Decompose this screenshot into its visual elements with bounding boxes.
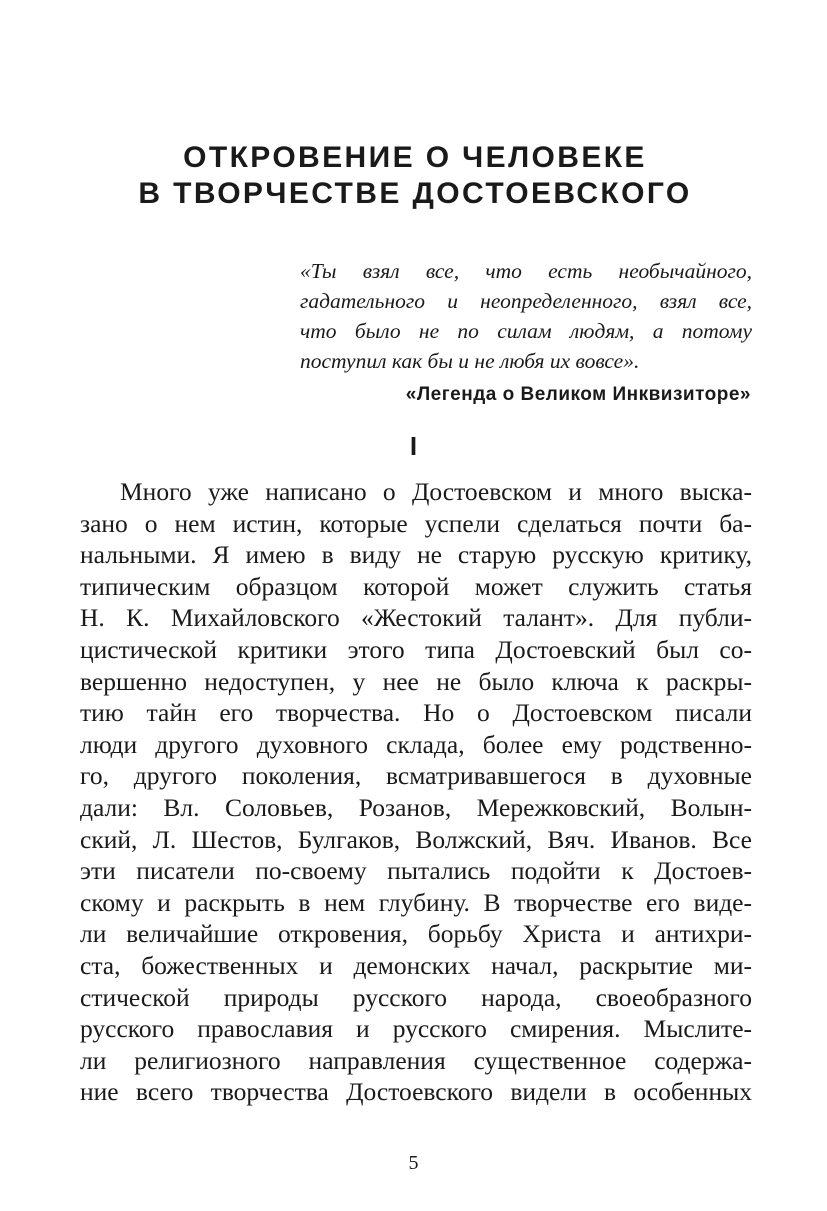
text-line: люди другого духовного склада, более ему родственно-	[80, 729, 752, 759]
text-line: го, другого поколения, всматривавшегося в духовные	[80, 761, 752, 791]
section-number: I	[409, 431, 418, 461]
text-line: русского православия и русского смирения. Мыслите-	[80, 1014, 752, 1044]
epigraph	[300, 256, 752, 376]
text-line: ли религиозного направления существенное содержа-	[80, 1045, 752, 1075]
chapter-title-line-1: ОТКРОВЕНИЕ О ЧЕЛОВЕКЕ	[183, 141, 647, 174]
text-line: ли величайшие откровения, борьбу Христа и антихри-	[80, 919, 752, 949]
chapter-title-line-2: В ТВОРЧЕСТВЕ ДОСТОЕВСКОГО	[138, 177, 692, 210]
epigraph-line: гадательного и неопределенного, взял все,	[300, 289, 752, 313]
text-line: ста, божественных и демонских начал, раскрытие ми-	[80, 950, 752, 980]
text-line: ский, Л. Шестов, Булгаков, Волжский, Вяч. Иванов. Все	[80, 824, 752, 854]
text-line: стической природы русского народа, своеобразного	[80, 982, 752, 1012]
epigraph-line: поступил как бы и не любя их вовсе».	[300, 349, 640, 373]
text-line: зано о нем истин, которые успели сделаться почти ба-	[80, 508, 752, 538]
body-paragraph	[80, 476, 752, 1108]
epigraph-line: что было не по силам людям, а потому	[300, 319, 752, 343]
text-line: Н. К. Михайловского «Жестокий талант». Для публи-	[80, 603, 752, 633]
text-line: дали: Вл. Соловьев, Розанов, Мережковский, Волын-	[80, 792, 752, 822]
text-line: ние всего творчества Достоевского видели в особенных	[80, 1077, 752, 1107]
text-line: тию тайн его творчества. Но о Достоевском писали	[80, 698, 752, 728]
text-line: скому и раскрыть в нем глубину. В творчестве его виде-	[80, 887, 752, 917]
text-line: вершенно недоступен, у нее не было ключа к раскры-	[80, 666, 752, 696]
text-line: эти писатели по-своему пытались подойти к Достоев-	[80, 856, 752, 886]
epigraph-source: «Легенда о Великом Инквизиторе»	[405, 384, 751, 405]
epigraph-line: «Ты взял все, что есть необычайного,	[300, 259, 752, 283]
text-line: Много уже написано о Достоевском и много выска-	[120, 477, 752, 506]
text-line: типическим образцом которой может служить статья	[80, 571, 752, 601]
text-line: нальными. Я имею в виду не старую русскую критику,	[80, 540, 752, 570]
text-line: цистической критики этого типа Достоевский был со-	[80, 634, 752, 664]
page-number: 5	[408, 1152, 419, 1174]
